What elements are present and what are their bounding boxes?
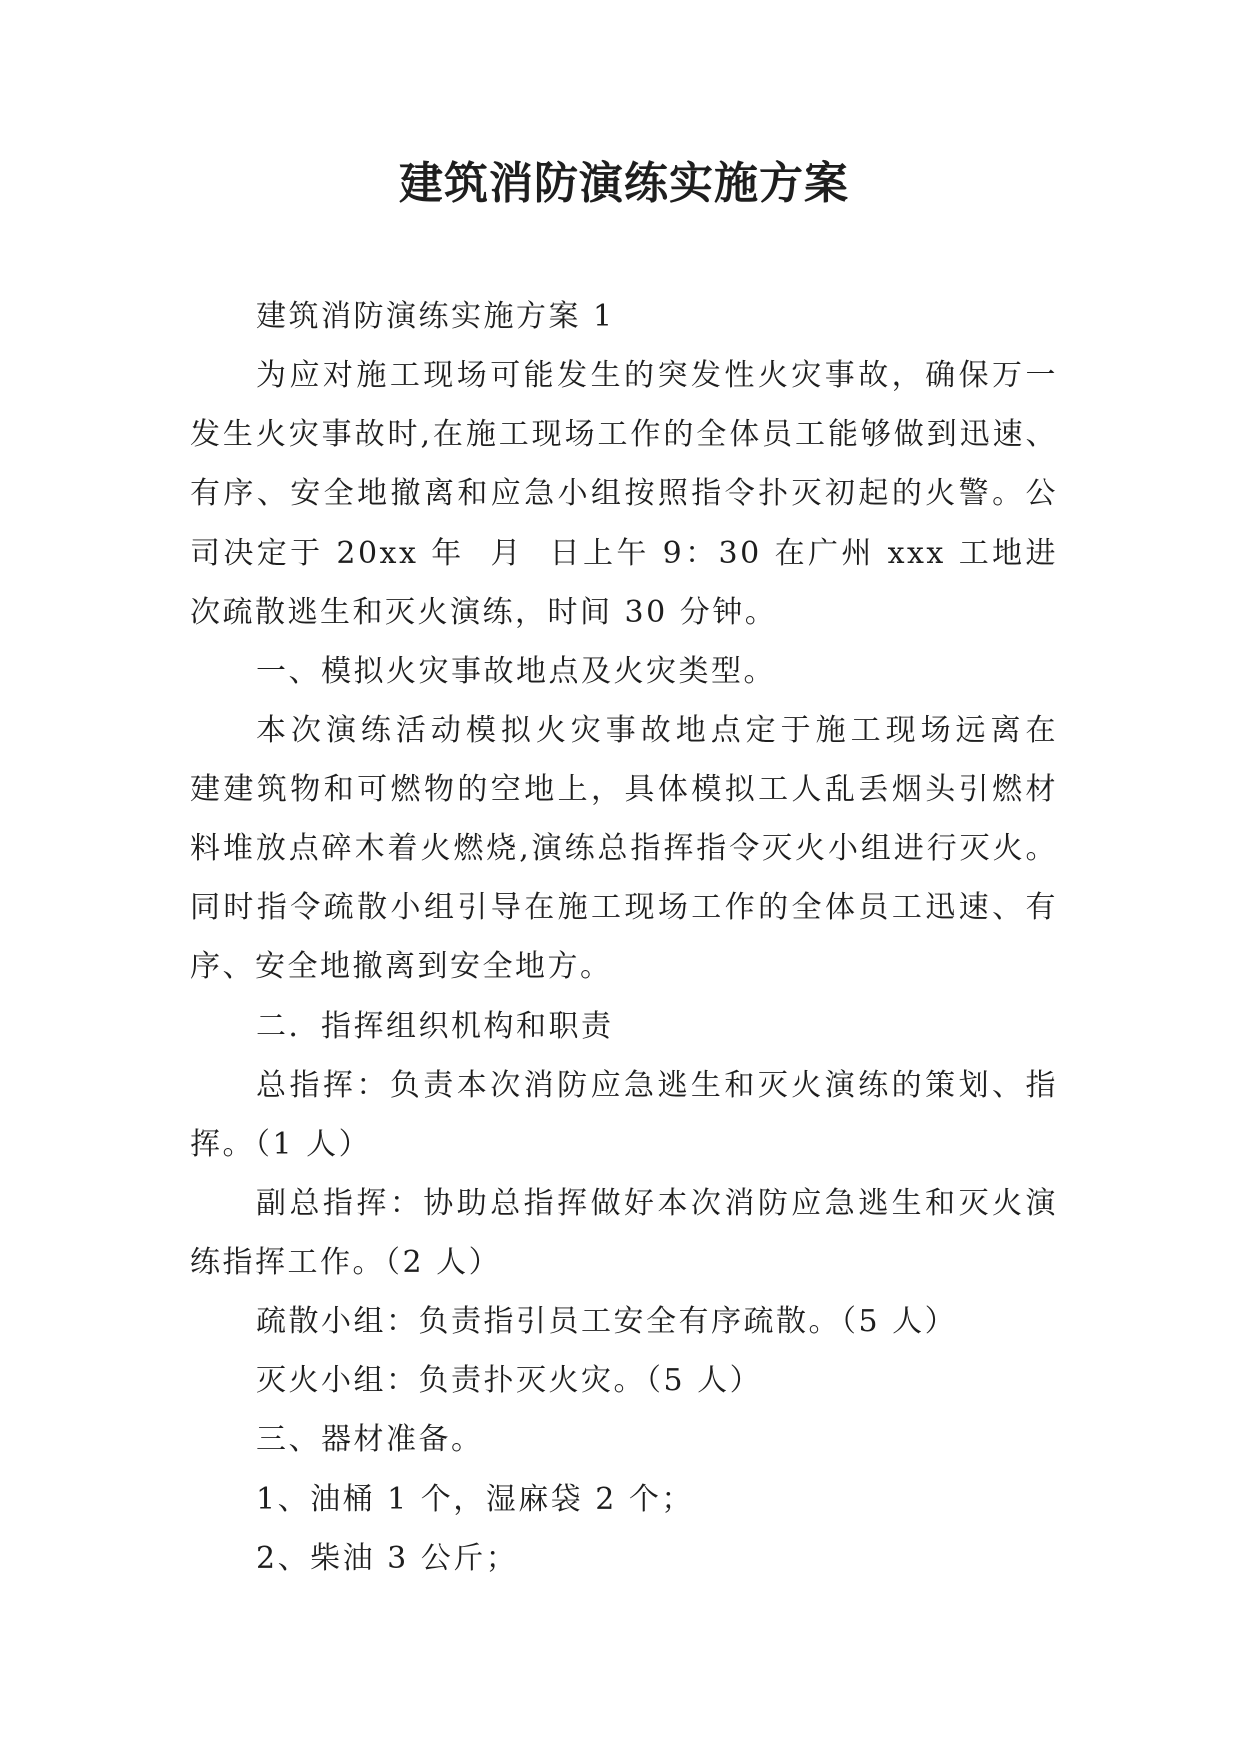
role-description-line: 练指挥工作。（2 人） xyxy=(190,1245,502,1280)
role-description-line: 挥。（1 人） xyxy=(190,1126,372,1162)
paragraph-line: 序、安全地撤离到安全地方。 xyxy=(190,949,613,985)
paragraph-line: 为应对施工现场可能发生的突发性火灾事故，确保万一 xyxy=(256,358,1058,394)
document-title: 建筑消防演练实施方案 xyxy=(399,158,849,209)
role-description-line: 疏散小组：负责指引员工安全有序疏散。（5 人） xyxy=(256,1304,958,1340)
paragraph-line: 发生火灾事故时,在施工现场工作的全体员工能够做到迅速、 xyxy=(190,417,1058,453)
list-item: 1、油桶 1 个，湿麻袋 2 个； xyxy=(256,1481,694,1517)
paragraph-line: 有序、安全地撤离和应急小组按照指令扑灭初起的火警。公 xyxy=(190,476,1058,512)
paragraph-line: 同时指令疏散小组引导在施工现场工作的全体员工迅速、有 xyxy=(190,890,1058,926)
paragraph-line: 次疏散逃生和灭火演练，时间 30 分钟。 xyxy=(190,594,778,630)
list-item: 2、柴油 3 公斤； xyxy=(256,1540,519,1576)
role-description-line: 总指挥：负责本次消防应急逃生和灭火演练的策划、指 xyxy=(256,1067,1058,1103)
role-description-line: 副总指挥：协助总指挥做好本次消防应急逃生和灭火演 xyxy=(256,1185,1058,1221)
paragraph-line: 料堆放点碎木着火燃烧,演练总指挥指令灭火小组进行灭火。 xyxy=(190,831,1058,867)
paragraph-line: 建建筑物和可燃物的空地上，具体模拟工人乱丢烟头引燃材 xyxy=(190,772,1058,807)
paragraph-line: 司决定于 20xx 年 月 日上午 9：30 在广州 xxx 工地进 xyxy=(190,535,1058,571)
paragraph-line: 本次演练活动模拟火灾事故地点定于施工现场远离在 xyxy=(256,712,1058,748)
section-heading: 一、模拟火灾事故地点及火灾类型。 xyxy=(256,653,776,689)
role-description-line: 灭火小组：负责扑灭火灾。（5 人） xyxy=(256,1363,763,1399)
document-body xyxy=(190,287,1058,1588)
section-heading: 三、器材准备。 xyxy=(256,1422,484,1458)
section-heading: 建筑消防演练实施方案 1 xyxy=(256,299,615,334)
section-heading: 二．指挥组织机构和职责 xyxy=(256,1008,614,1044)
